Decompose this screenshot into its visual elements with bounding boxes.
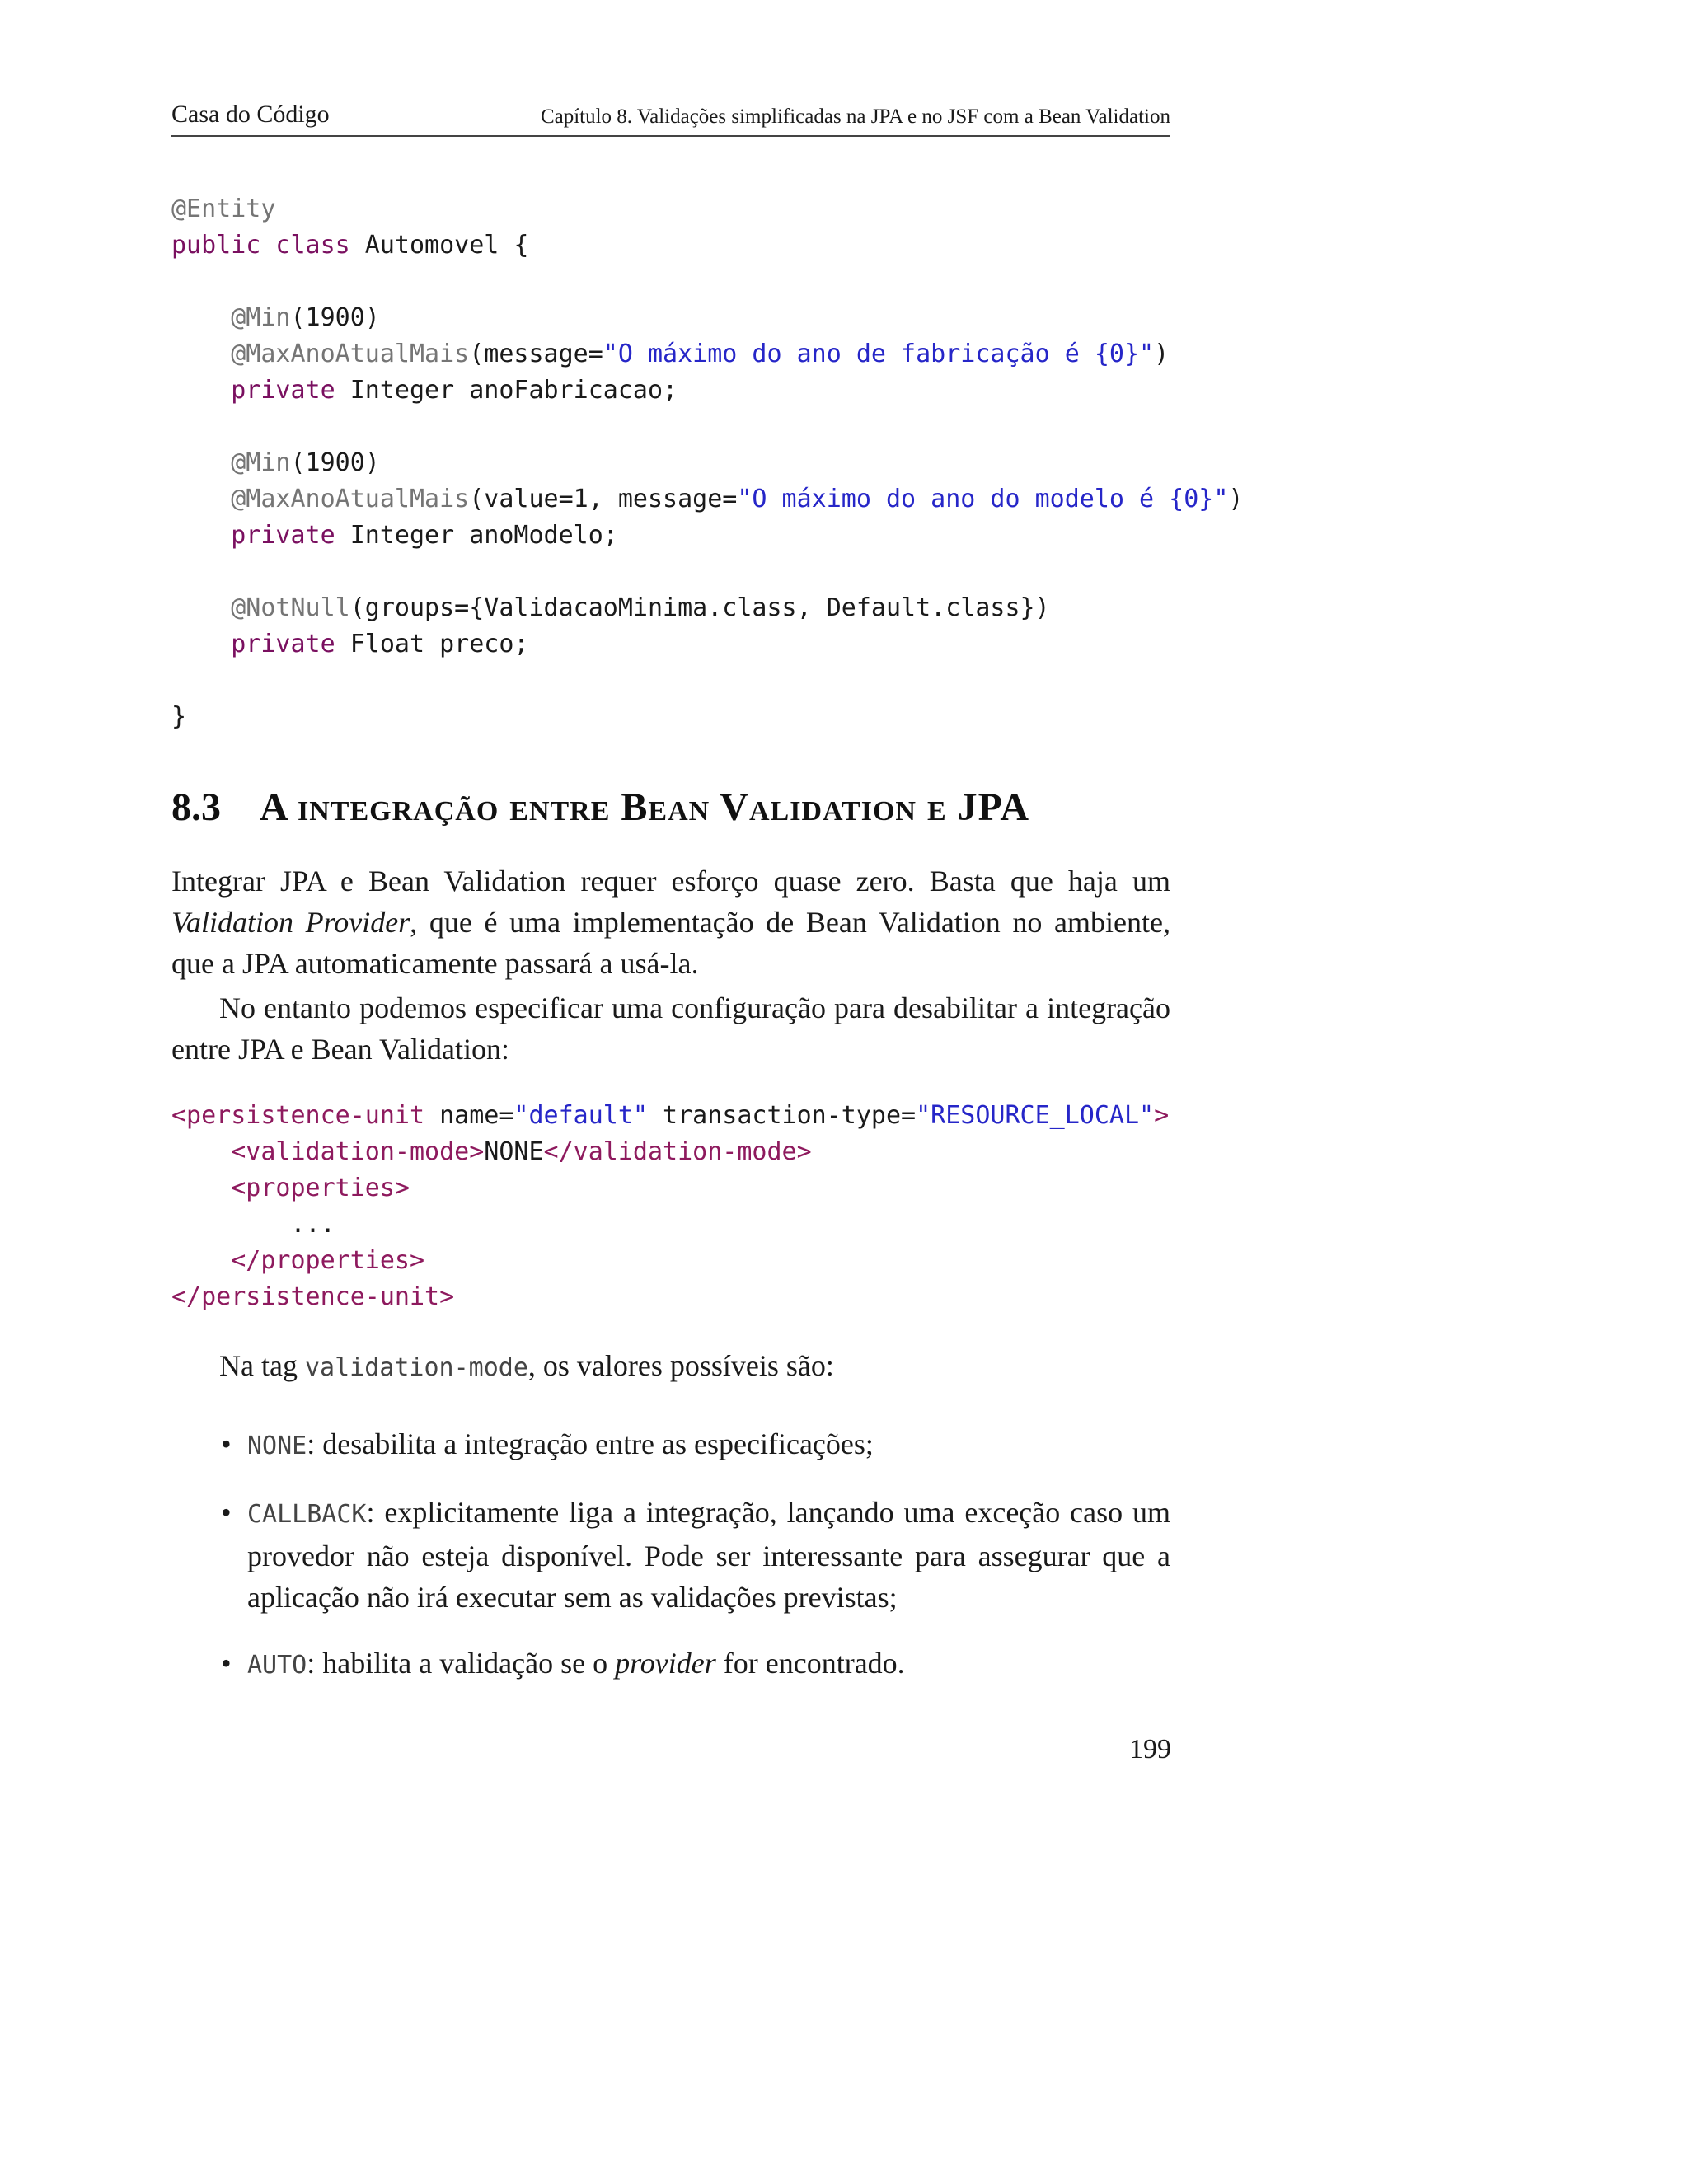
code-token: "O máximo do ano do modelo é {0}" <box>737 485 1229 513</box>
code-token: @MaxAnoAtualMais <box>231 340 470 368</box>
code-token: } <box>171 702 187 731</box>
inline-code: AUTO <box>247 1651 307 1680</box>
page-number: 199 <box>1129 1734 1171 1765</box>
text-run: Integrar JPA e Bean Validation requer esforço quase zero. Basta que haja um <box>171 865 1170 898</box>
text-run: for encontrado. <box>715 1647 905 1680</box>
emphasis: provider <box>615 1647 716 1680</box>
code-token: @NotNull <box>231 593 350 622</box>
text-run: : habilita a validação se o <box>307 1647 616 1680</box>
code-token: "O máximo do ano de fabricação é {0}" <box>603 340 1155 368</box>
code-token: ... <box>290 1210 335 1239</box>
code-token: <properties> <box>231 1174 410 1202</box>
code-token: Integer anoFabricacao; <box>335 376 678 405</box>
code-token: </persistence-unit> <box>171 1282 455 1311</box>
section-heading <box>171 785 1029 830</box>
code-token: @MaxAnoAtualMais <box>231 485 470 513</box>
code-token: ) <box>1154 340 1170 368</box>
code-token: </validation-mode> <box>543 1137 812 1166</box>
bullet-icon: • <box>221 1496 232 1529</box>
code-token: private <box>231 376 335 405</box>
code-token: <persistence-unit <box>171 1101 425 1130</box>
section-number: 8.3 <box>171 785 221 829</box>
code-token: private <box>231 630 335 658</box>
list-item <box>171 1423 1170 1467</box>
code-token: private <box>231 521 335 550</box>
text-run: , que é uma implementação de Bean Validation no ambiente, que a JPA automaticamente passará a usá-la. <box>171 906 1170 980</box>
code-token: transaction-type= <box>647 1101 917 1130</box>
paragraph: No entanto podemos especificar uma configuração para desabilitar a integração entre JPA e Bean Validation: <box>171 991 1170 1066</box>
paragraph <box>171 860 1170 984</box>
code-token: (message= <box>469 340 603 368</box>
code-token: > <box>1154 1101 1170 1130</box>
section-title: A integração entre Bean Validation e JPA <box>260 785 1030 829</box>
code-token: (1900) <box>290 448 380 477</box>
code-token: @Min <box>231 448 291 477</box>
bullet-list <box>171 1423 1170 1711</box>
text-run: Na tag <box>219 1349 305 1382</box>
code-token: @Entity <box>171 194 276 223</box>
text-run: , os valores possíveis são: <box>528 1349 834 1382</box>
code-token: public class <box>171 231 350 260</box>
text-run: : explicitamente liga a integração, lançando uma exceção caso um provedor não esteja disponível. Pode ser interessante para assegurar que a aplicação não irá executar sem as validações previstas; <box>247 1496 1170 1614</box>
inline-code: NONE <box>247 1432 307 1460</box>
text-run: : desabilita a integração entre as especificações; <box>307 1427 874 1460</box>
code-token: Integer anoModelo; <box>335 521 618 550</box>
running-header <box>171 97 1170 137</box>
code-token: NONE <box>484 1137 544 1166</box>
java-code-block <box>171 191 1243 735</box>
code-token: (1900) <box>290 303 380 332</box>
inline-code: CALLBACK <box>247 1500 367 1529</box>
bullet-icon: • <box>221 1647 232 1680</box>
code-token: Float preco; <box>335 630 529 658</box>
inline-code: validation-mode <box>304 1353 528 1382</box>
code-token: <validation-mode> <box>231 1137 485 1166</box>
emphasis: Validation Provider <box>171 906 410 939</box>
code-token: ) <box>1228 485 1244 513</box>
code-token: (value=1, message= <box>469 485 738 513</box>
code-token: Automovel { <box>349 231 529 260</box>
code-token: @Min <box>231 303 291 332</box>
paragraph <box>171 1345 1170 1389</box>
bullet-icon: • <box>221 1427 232 1460</box>
list-item <box>171 1643 1170 1686</box>
code-token: </properties> <box>231 1246 425 1275</box>
code-token: name= <box>424 1101 514 1130</box>
code-token: "default" <box>513 1101 648 1130</box>
book-title: Casa do Código <box>171 101 330 128</box>
code-token: (groups={ValidacaoMinima.class, Default.class}) <box>349 593 1050 622</box>
code-token: "RESOURCE_LOCAL" <box>916 1101 1155 1130</box>
xml-code-block <box>171 1098 1169 1315</box>
chapter-title: Capítulo 8. Validações simplificadas na JPA e no JSF com a Bean Validation <box>540 105 1170 128</box>
list-item <box>171 1492 1170 1618</box>
